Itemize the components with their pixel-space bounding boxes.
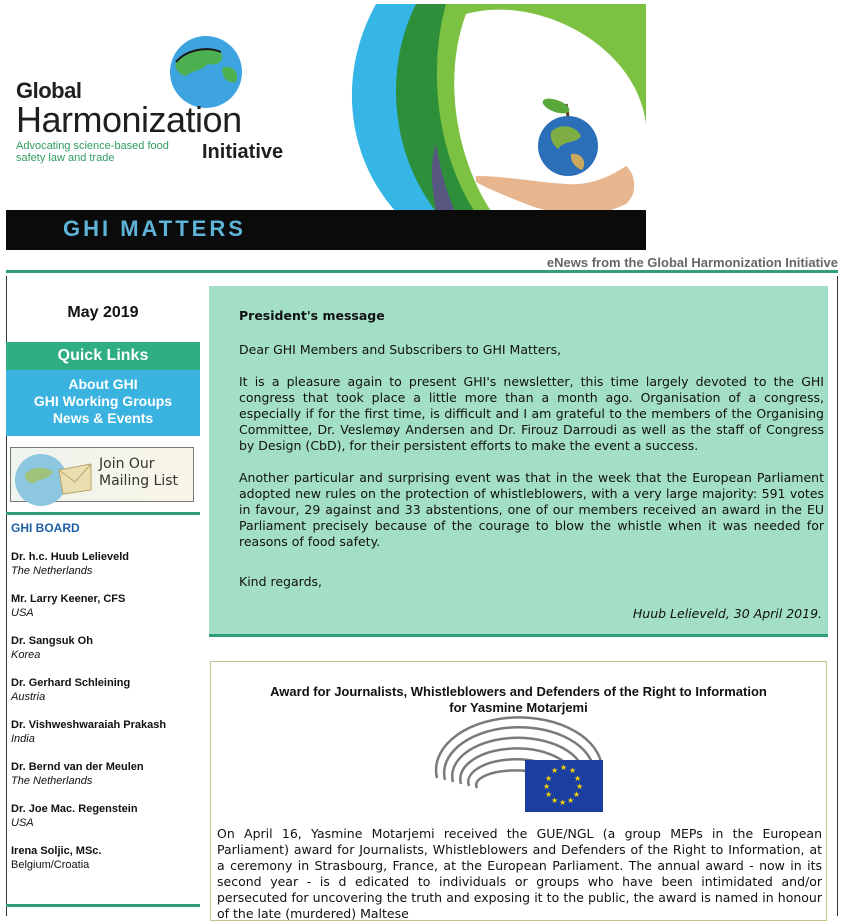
member-name: Irena Soljic, MSc. (11, 845, 102, 857)
member-country: The Netherlands (11, 775, 93, 787)
svg-text:★: ★ (551, 766, 559, 775)
svg-text:★: ★ (569, 766, 577, 775)
member-name: Mr. Larry Keener, CFS (11, 593, 126, 605)
european-parliament-logo (433, 722, 605, 816)
svg-text:★: ★ (559, 798, 567, 807)
sidebar-divider (6, 512, 200, 515)
brand-initiative-text: Initiative (202, 141, 284, 163)
quick-link-news-events[interactable]: News & Events (52, 410, 154, 426)
award-article (210, 661, 827, 921)
award-title-line1: Award for Journalists, Whistleblowers and Defenders of the Right to Information (270, 684, 767, 699)
message-paragraph: Another particular and surprising event was that in the week that the European Parliament adopted new rules on the protection of whistleblowers, with a very large majority: 591 votes in favour, 29 against and 33 abstentions, one of our members received an award in the EU Parliament precisely because of the courage to blow the whistle when it was needed for reasons of food safety. (239, 470, 824, 549)
board-member (11, 550, 200, 592)
join-mailing-list-button[interactable] (10, 447, 194, 502)
brand-tagline: Advocating science-based food safety law and trade (16, 140, 169, 164)
quick-link-working-groups[interactable]: GHI Working Groups (33, 393, 173, 409)
svg-text:★: ★ (545, 790, 553, 799)
member-country: USA (11, 607, 34, 619)
message-paragraph: It is a pleasure again to present GHI's newsletter, this time largely devoted to the GHI congress that took place a little more than a month ago. Organisation of a congress, especially if for the first time, is difficult and I am grateful to the members of the Organising Committee, Dr. Veslemøy Andersen and Dr. Firouz Darroudi as well as the staff of Congress by Design (CbD), for their persistent efforts to make the event a success. (239, 374, 824, 453)
quick-link-about-ghi[interactable]: About GHI (68, 376, 138, 392)
mailing-line1: Join Our (99, 456, 155, 472)
member-name: Dr. Vishweshwaraiah Prakash (11, 719, 167, 731)
member-country: USA (11, 817, 34, 829)
member-country: The Netherlands (11, 565, 93, 577)
award-body: On April 16, Yasmine Motarjemi received the GUE/NGL (a group MEPs in the European Parliament) award for Journalists, Whistleblowers and Defenders of the Right to Information, at a ceremony in Strasbourg, France, at the European Parliament. The annual award - now in its second year - is d edicated to individuals or groups who have been intimidated and/or persecuted for uncovering the truth and exposing it to the public, the award is named in honour of the late (murdered) Maltese (217, 826, 822, 921)
presidents-message-title: President's message (239, 308, 385, 323)
ghi-logo (16, 78, 283, 164)
top-divider (6, 270, 838, 273)
header-banner (6, 4, 646, 250)
sidebar (6, 290, 200, 907)
svg-text:★: ★ (576, 782, 584, 791)
issue-date: May 2019 (67, 304, 139, 321)
member-name: Dr. Sangsuk Oh (11, 635, 93, 647)
presidents-message (209, 286, 828, 637)
svg-text:★: ★ (560, 763, 568, 772)
board-member (11, 634, 200, 676)
sidebar-bottom-divider (6, 904, 200, 907)
mailing-globe-icon (15, 450, 95, 500)
member-name: Dr. Joe Mac. Regenstein (11, 803, 138, 815)
member-country: Austria (11, 691, 46, 703)
board-member (11, 718, 200, 760)
svg-text:★: ★ (573, 790, 581, 799)
board-heading: GHI BOARD (11, 521, 80, 535)
ghi-matters-title: GHI MATTERS (63, 216, 246, 241)
svg-text:★: ★ (567, 796, 575, 805)
member-name: Dr. h.c. Huub Lelieveld (11, 551, 129, 563)
svg-text:★: ★ (545, 774, 553, 783)
member-country: Korea (11, 649, 41, 661)
board-member (11, 592, 200, 634)
svg-text:★: ★ (574, 774, 582, 783)
board-list (11, 550, 200, 886)
board-member (11, 844, 200, 886)
award-title-line2: for Yasmine Motarjemi (449, 700, 588, 715)
enews-tagline: eNews from the Global Harmonization Initiative (546, 255, 838, 270)
brand-global-text: Global (16, 78, 82, 103)
quick-links-list (6, 370, 200, 436)
brand-harmonization-text: Harmonization (16, 99, 242, 140)
svg-text:★: ★ (543, 782, 551, 791)
quick-links-heading: Quick Links (6, 342, 200, 370)
member-country: India (11, 733, 35, 745)
member-country: Belgium/Croatia (11, 859, 90, 871)
closing: Kind regards, (239, 574, 322, 589)
award-title (217, 684, 820, 716)
board-member (11, 802, 200, 844)
board-member (11, 676, 200, 718)
board-member (11, 760, 200, 802)
svg-text:★: ★ (551, 796, 559, 805)
member-name: Dr. Bernd van der Meulen (11, 761, 144, 773)
signature: Huub Lelieveld, 30 April 2019. (632, 606, 822, 621)
greeting: Dear GHI Members and Subscribers to GHI Matters, (239, 342, 562, 357)
mailing-line2: Mailing List (99, 473, 179, 489)
member-name: Dr. Gerhard Schleining (11, 677, 131, 689)
